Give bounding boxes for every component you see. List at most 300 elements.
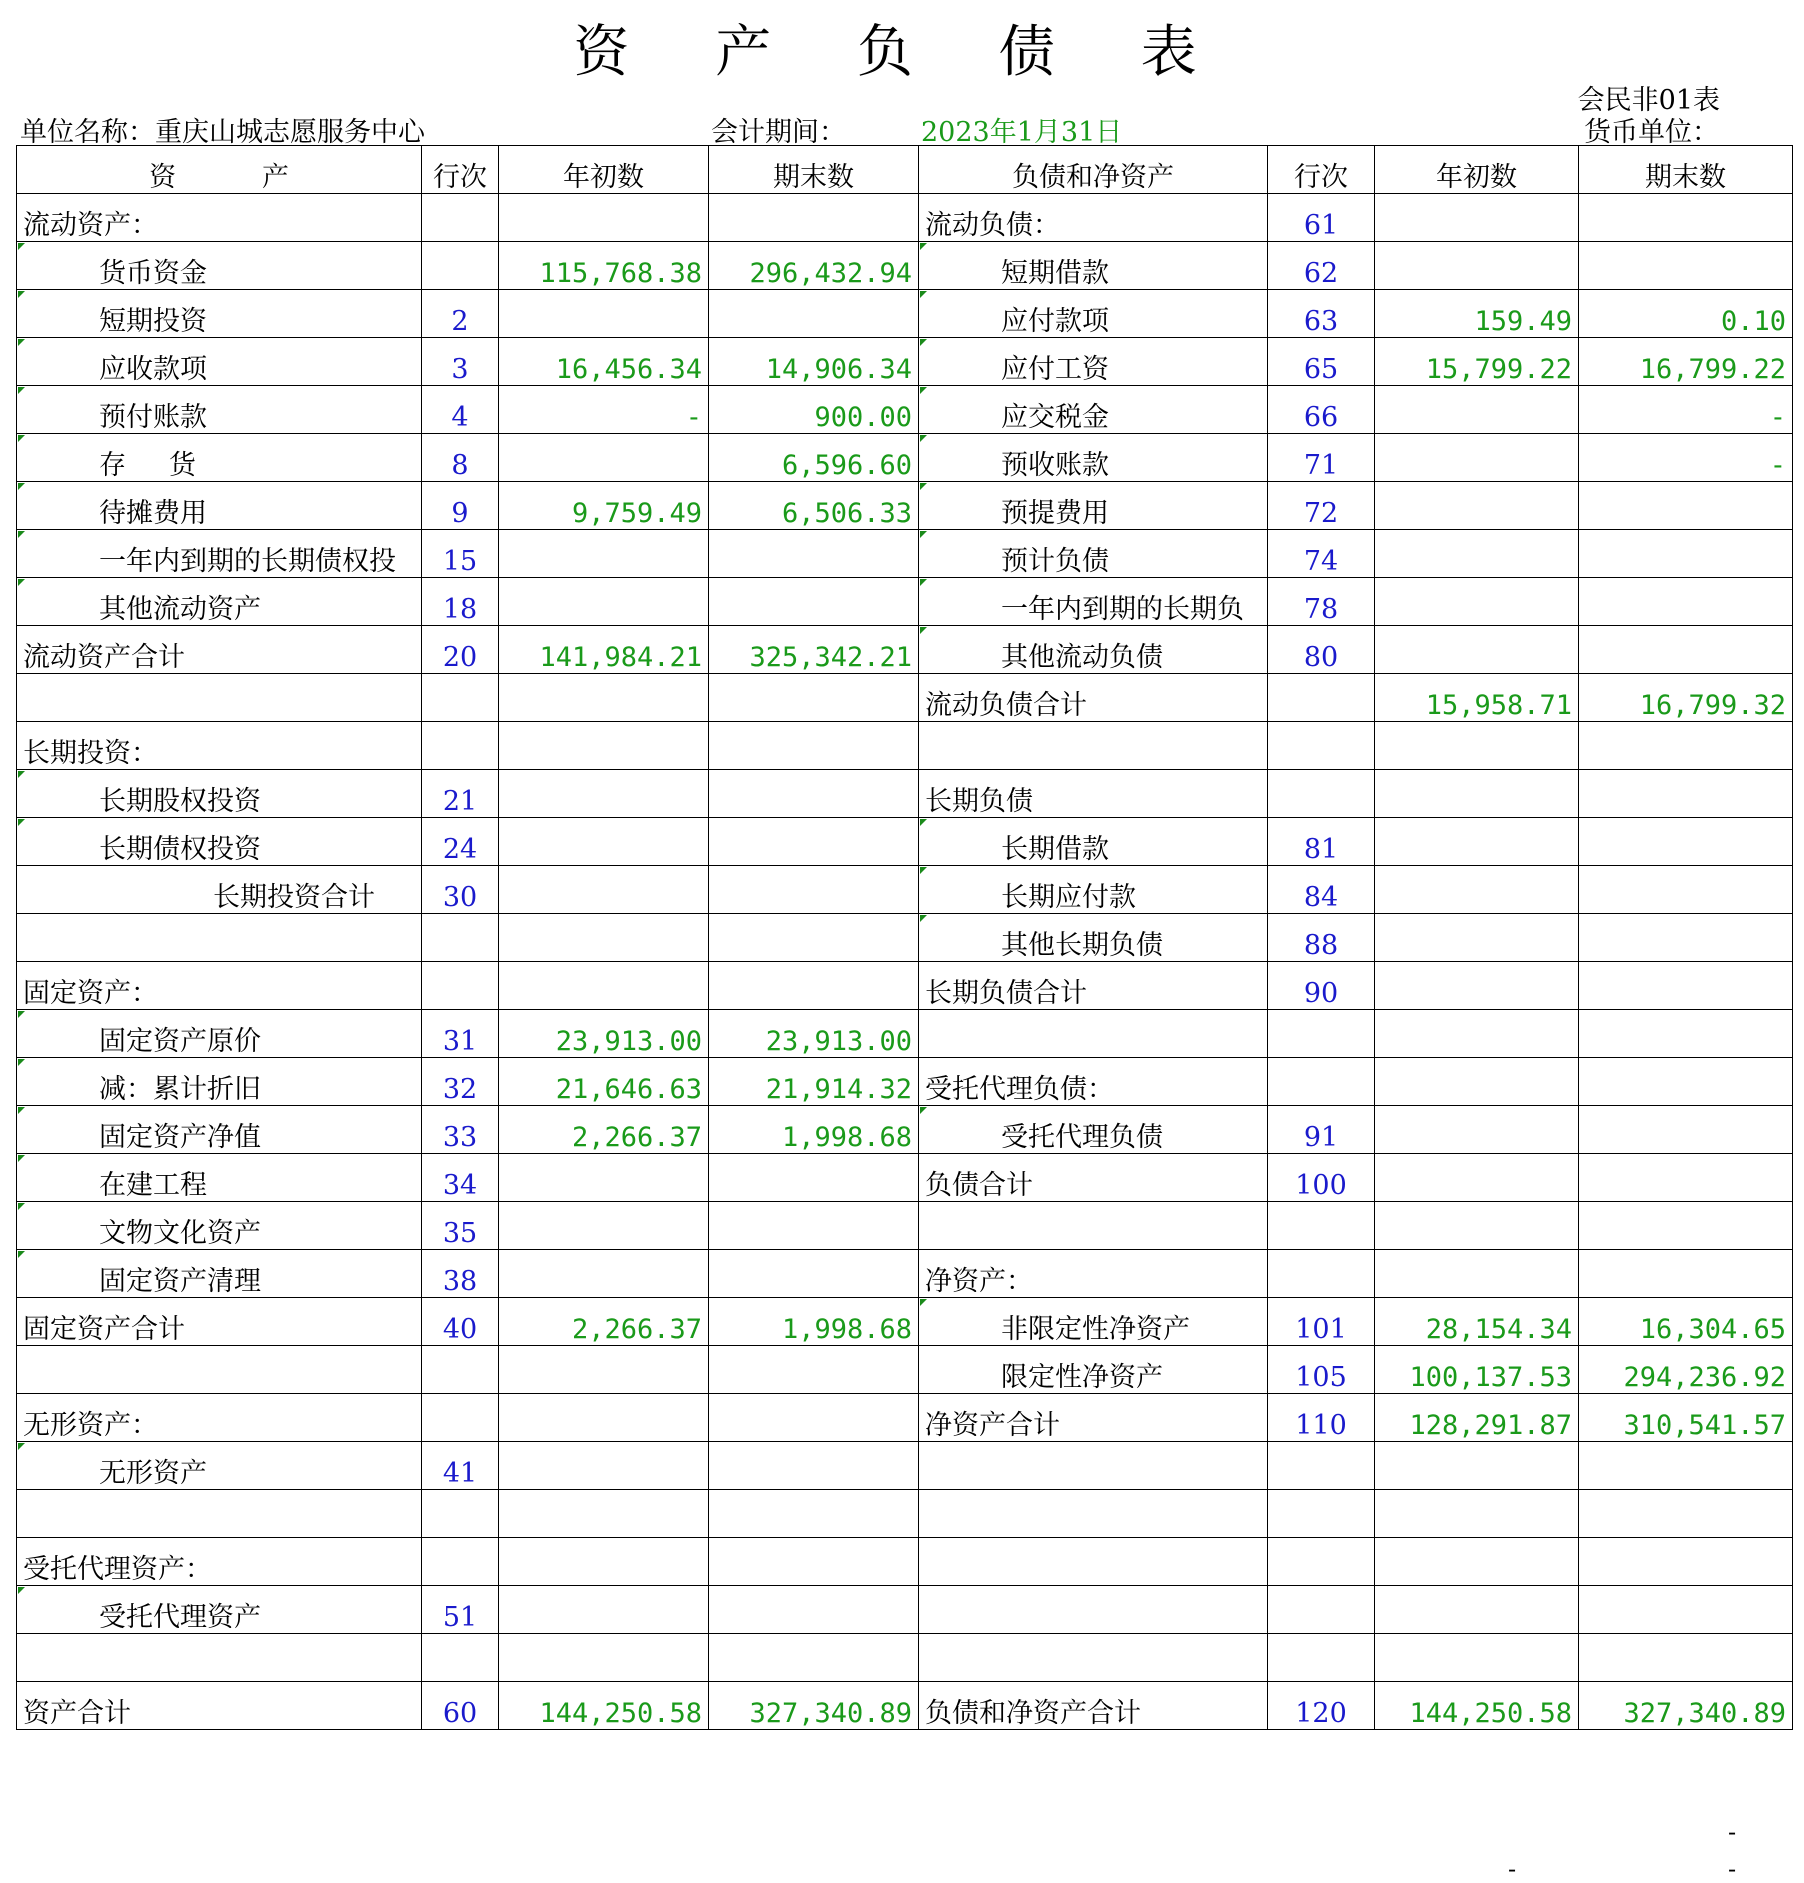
asset-row-no bbox=[422, 242, 499, 290]
asset-item bbox=[17, 1250, 422, 1298]
liability-row-no-text: 63 bbox=[1303, 305, 1339, 337]
header-begin: 年初数 bbox=[499, 146, 709, 194]
asset-row-no bbox=[422, 338, 499, 386]
table-row bbox=[17, 1250, 1793, 1298]
asset-begin-value-text: 9,759.49 bbox=[571, 497, 702, 529]
asset-item bbox=[17, 1634, 422, 1682]
liability-begin-value bbox=[1375, 1634, 1579, 1682]
liability-row-no bbox=[1268, 482, 1375, 530]
liability-item-text: 净资产合计 bbox=[925, 1409, 1060, 1441]
asset-end-value bbox=[709, 674, 919, 722]
table-row bbox=[17, 1394, 1793, 1442]
asset-item bbox=[17, 1298, 422, 1346]
asset-item bbox=[17, 1010, 422, 1058]
asset-row-no bbox=[422, 1154, 499, 1202]
liability-row-no bbox=[1268, 242, 1375, 290]
liability-row-no bbox=[1268, 1202, 1375, 1250]
liability-end-value bbox=[1579, 1538, 1793, 1586]
asset-end-value bbox=[709, 338, 919, 386]
asset-item bbox=[17, 1058, 422, 1106]
liability-begin-value bbox=[1375, 1010, 1579, 1058]
asset-begin-value bbox=[499, 818, 709, 866]
asset-begin-value bbox=[499, 482, 709, 530]
liability-row-no-text: 105 bbox=[1295, 1361, 1347, 1393]
table-row bbox=[17, 1058, 1793, 1106]
liability-row-no-text: 84 bbox=[1303, 881, 1339, 913]
liability-row-no bbox=[1268, 290, 1375, 338]
asset-row-no bbox=[422, 770, 499, 818]
liability-item bbox=[919, 770, 1268, 818]
table-row bbox=[17, 1106, 1793, 1154]
asset-begin-value-text: 115,768.38 bbox=[539, 257, 702, 289]
asset-end-value bbox=[709, 434, 919, 482]
table-row bbox=[17, 722, 1793, 770]
liability-row-no bbox=[1268, 626, 1375, 674]
header-begin-2: 年初数 bbox=[1375, 146, 1579, 194]
liability-end-value bbox=[1579, 578, 1793, 626]
liability-item bbox=[919, 530, 1268, 578]
liability-begin-value bbox=[1375, 290, 1579, 338]
asset-item bbox=[17, 1394, 422, 1442]
table-row bbox=[17, 1298, 1793, 1346]
cell-comment-marker bbox=[920, 627, 927, 634]
asset-row-no-text: 41 bbox=[442, 1457, 478, 1489]
table-row bbox=[17, 482, 1793, 530]
asset-row-no bbox=[422, 1586, 499, 1634]
asset-item bbox=[17, 530, 422, 578]
asset-item bbox=[17, 1442, 422, 1490]
liability-item bbox=[919, 866, 1268, 914]
asset-row-no-text: 33 bbox=[442, 1121, 478, 1153]
asset-item-text: 减：累计折旧 bbox=[99, 1073, 261, 1105]
cell-comment-marker bbox=[920, 867, 927, 874]
liability-end-value-text: 0.10 bbox=[1720, 305, 1786, 337]
asset-row-no-text: 2 bbox=[451, 305, 469, 337]
asset-end-value bbox=[709, 1154, 919, 1202]
asset-end-value-text: 6,596.60 bbox=[781, 449, 912, 481]
asset-end-value bbox=[709, 482, 919, 530]
asset-end-value bbox=[709, 914, 919, 962]
liability-begin-value bbox=[1375, 1442, 1579, 1490]
asset-end-value bbox=[709, 1442, 919, 1490]
page-title: 资 产 负 债 表 bbox=[573, 20, 1231, 85]
cell-comment-marker bbox=[920, 819, 927, 826]
asset-row-no bbox=[422, 962, 499, 1010]
asset-begin-value bbox=[499, 1298, 709, 1346]
cell-comment-marker bbox=[920, 1107, 927, 1114]
asset-item-text: 存 货 bbox=[99, 449, 196, 481]
header-row-no-2: 行次 bbox=[1268, 146, 1375, 194]
liability-begin-value bbox=[1375, 434, 1579, 482]
asset-end-value-text: 900.00 bbox=[814, 401, 912, 433]
asset-item bbox=[17, 1682, 422, 1730]
asset-begin-value bbox=[499, 1106, 709, 1154]
liability-item-text: 长期应付款 bbox=[1001, 881, 1136, 913]
liability-end-value bbox=[1579, 482, 1793, 530]
liability-row-no bbox=[1268, 1058, 1375, 1106]
asset-begin-value bbox=[499, 578, 709, 626]
asset-row-no-text: 35 bbox=[442, 1217, 478, 1249]
asset-item bbox=[17, 962, 422, 1010]
liability-item bbox=[919, 914, 1268, 962]
asset-end-value-text: 325,342.21 bbox=[749, 641, 912, 673]
asset-item bbox=[17, 1586, 422, 1634]
asset-end-value bbox=[709, 194, 919, 242]
asset-end-value bbox=[709, 1394, 919, 1442]
asset-row-no bbox=[422, 482, 499, 530]
liability-row-no-text: 72 bbox=[1303, 497, 1339, 529]
asset-item-text: 固定资产清理 bbox=[99, 1265, 261, 1297]
asset-item bbox=[17, 674, 422, 722]
liability-end-value bbox=[1579, 1586, 1793, 1634]
asset-begin-value bbox=[499, 626, 709, 674]
liability-end-value bbox=[1579, 338, 1793, 386]
asset-begin-value bbox=[499, 434, 709, 482]
asset-item-text: 资产合计 bbox=[23, 1697, 131, 1729]
asset-item bbox=[17, 818, 422, 866]
asset-row-no-text: 15 bbox=[442, 545, 478, 577]
asset-begin-value bbox=[499, 1394, 709, 1442]
asset-end-value bbox=[709, 1058, 919, 1106]
asset-item-text: 受托代理资产 bbox=[99, 1601, 261, 1633]
liability-item bbox=[919, 1490, 1268, 1538]
cell-comment-marker bbox=[920, 579, 927, 586]
liability-item bbox=[919, 1538, 1268, 1586]
liability-row-no bbox=[1268, 674, 1375, 722]
liability-row-no bbox=[1268, 1538, 1375, 1586]
asset-item bbox=[17, 914, 422, 962]
asset-begin-value bbox=[499, 1250, 709, 1298]
liability-item bbox=[919, 962, 1268, 1010]
liability-row-no bbox=[1268, 914, 1375, 962]
liability-row-no bbox=[1268, 1682, 1375, 1730]
liability-end-value-text: 327,340.89 bbox=[1623, 1697, 1786, 1729]
header-end-2: 期末数 bbox=[1579, 146, 1793, 194]
liability-end-value bbox=[1579, 434, 1793, 482]
liability-begin-value bbox=[1375, 1682, 1579, 1730]
liability-row-no bbox=[1268, 1250, 1375, 1298]
asset-row-no-text: 4 bbox=[451, 401, 469, 433]
asset-row-no-text: 21 bbox=[442, 785, 478, 817]
asset-item-text: 一年内到期的长期债权投 bbox=[99, 545, 396, 577]
liability-end-value bbox=[1579, 722, 1793, 770]
liability-begin-value bbox=[1375, 1154, 1579, 1202]
asset-end-value bbox=[709, 1202, 919, 1250]
asset-end-value-text: 21,914.32 bbox=[765, 1073, 912, 1105]
asset-row-no bbox=[422, 1298, 499, 1346]
liability-item bbox=[919, 1106, 1268, 1154]
asset-row-no bbox=[422, 1394, 499, 1442]
asset-end-value-text: 6,506.33 bbox=[781, 497, 912, 529]
liability-end-value bbox=[1579, 1490, 1793, 1538]
asset-begin-value bbox=[499, 1634, 709, 1682]
table-row bbox=[17, 194, 1793, 242]
liability-begin-value bbox=[1375, 1394, 1579, 1442]
asset-item-text: 长期债权投资 bbox=[99, 833, 261, 865]
liability-end-value bbox=[1579, 674, 1793, 722]
liability-item bbox=[919, 1586, 1268, 1634]
currency-unit-label: 货币单位： bbox=[1584, 117, 1719, 148]
asset-item bbox=[17, 626, 422, 674]
asset-begin-value bbox=[499, 242, 709, 290]
liability-begin-value bbox=[1375, 338, 1579, 386]
cell-comment-marker bbox=[920, 483, 927, 490]
liability-begin-value bbox=[1375, 818, 1579, 866]
asset-row-no-text: 38 bbox=[442, 1265, 478, 1297]
liability-row-no bbox=[1268, 1298, 1375, 1346]
header-row bbox=[17, 146, 1793, 194]
asset-end-value bbox=[709, 866, 919, 914]
cell-comment-marker bbox=[18, 771, 25, 778]
asset-item bbox=[17, 1490, 422, 1538]
liability-row-no bbox=[1268, 1634, 1375, 1682]
liability-item-text: 非限定性净资产 bbox=[1001, 1313, 1190, 1345]
asset-row-no-text: 24 bbox=[442, 833, 478, 865]
liability-row-no-text: 65 bbox=[1303, 353, 1339, 385]
liability-row-no bbox=[1268, 770, 1375, 818]
liability-item bbox=[919, 242, 1268, 290]
asset-item bbox=[17, 722, 422, 770]
liability-row-no bbox=[1268, 1010, 1375, 1058]
liability-item-text: 限定性净资产 bbox=[1001, 1361, 1163, 1393]
liability-item-text: 流动负债合计 bbox=[925, 689, 1087, 721]
balance-sheet-table bbox=[16, 145, 1793, 1730]
cell-comment-marker bbox=[920, 915, 927, 922]
liability-row-no-text: 90 bbox=[1303, 977, 1339, 1009]
liability-row-no bbox=[1268, 530, 1375, 578]
table-row bbox=[17, 1634, 1793, 1682]
asset-begin-value bbox=[499, 914, 709, 962]
asset-end-value bbox=[709, 626, 919, 674]
asset-row-no-text: 20 bbox=[442, 641, 478, 673]
liability-end-value bbox=[1579, 1682, 1793, 1730]
liability-begin-value bbox=[1375, 722, 1579, 770]
liability-item bbox=[919, 1154, 1268, 1202]
liability-item-text: 预提费用 bbox=[1001, 497, 1109, 529]
asset-begin-value bbox=[499, 866, 709, 914]
cell-comment-marker bbox=[18, 819, 25, 826]
liability-item-text: 长期负债 bbox=[925, 785, 1033, 817]
unit-name-label: 单位名称： bbox=[20, 117, 155, 148]
asset-row-no bbox=[422, 674, 499, 722]
asset-row-no bbox=[422, 1202, 499, 1250]
header-asset: 资 产 bbox=[17, 146, 422, 194]
asset-row-no-text: 8 bbox=[451, 449, 469, 481]
liability-begin-value-text: 159.49 bbox=[1474, 305, 1572, 337]
asset-item-text: 应收款项 bbox=[99, 353, 207, 385]
table-row bbox=[17, 1010, 1793, 1058]
liability-row-no-text: 61 bbox=[1303, 209, 1339, 241]
header-row-no: 行次 bbox=[422, 146, 499, 194]
cell-comment-marker bbox=[18, 435, 25, 442]
liability-end-value-text: - bbox=[1769, 449, 1786, 481]
liability-begin-value bbox=[1375, 1490, 1579, 1538]
liability-item-text: 预收账款 bbox=[1001, 449, 1109, 481]
liability-item-text: 预计负债 bbox=[1001, 545, 1109, 577]
asset-end-value bbox=[709, 386, 919, 434]
liability-end-value-text: 16,799.22 bbox=[1639, 353, 1786, 385]
asset-begin-value bbox=[499, 1490, 709, 1538]
cell-comment-marker bbox=[920, 1299, 927, 1306]
liability-end-value bbox=[1579, 1202, 1793, 1250]
table-row bbox=[17, 578, 1793, 626]
cell-comment-marker bbox=[920, 387, 927, 394]
asset-begin-value bbox=[499, 290, 709, 338]
liability-row-no-text: 78 bbox=[1303, 593, 1339, 625]
asset-row-no bbox=[422, 434, 499, 482]
asset-item-text: 固定资产净值 bbox=[99, 1121, 261, 1153]
asset-row-no bbox=[422, 530, 499, 578]
asset-row-no bbox=[422, 1634, 499, 1682]
asset-row-no bbox=[422, 1442, 499, 1490]
liability-item-text: 其他流动负债 bbox=[1001, 641, 1163, 673]
liability-row-no bbox=[1268, 962, 1375, 1010]
asset-item-text: 长期投资： bbox=[23, 737, 158, 769]
liability-end-value bbox=[1579, 866, 1793, 914]
asset-row-no bbox=[422, 1106, 499, 1154]
liability-item-text: 受托代理负债： bbox=[925, 1073, 1114, 1105]
liability-row-no-text: 71 bbox=[1303, 449, 1339, 481]
liability-row-no-text: 80 bbox=[1303, 641, 1339, 673]
cell-comment-marker bbox=[18, 1443, 25, 1450]
asset-item bbox=[17, 434, 422, 482]
liability-row-no-text: 110 bbox=[1295, 1409, 1347, 1441]
asset-row-no-text: 18 bbox=[442, 593, 478, 625]
liability-item-text: 应付工资 bbox=[1001, 353, 1109, 385]
liability-row-no-text: 81 bbox=[1303, 833, 1339, 865]
cell-comment-marker bbox=[18, 339, 25, 346]
liability-begin-value bbox=[1375, 1298, 1579, 1346]
header-liabilities: 负债和净资产 bbox=[919, 146, 1268, 194]
asset-row-no bbox=[422, 290, 499, 338]
asset-begin-value-text: - bbox=[685, 401, 702, 433]
liability-row-no bbox=[1268, 1154, 1375, 1202]
liability-begin-value bbox=[1375, 242, 1579, 290]
asset-row-no bbox=[422, 866, 499, 914]
liability-begin-value bbox=[1375, 1106, 1579, 1154]
asset-end-value bbox=[709, 530, 919, 578]
asset-row-no bbox=[422, 914, 499, 962]
asset-begin-value-text: 141,984.21 bbox=[539, 641, 702, 673]
liability-begin-value bbox=[1375, 962, 1579, 1010]
liability-begin-value bbox=[1375, 1202, 1579, 1250]
liability-item-text: 其他长期负债 bbox=[1001, 929, 1163, 961]
period-label: 会计期间： bbox=[711, 117, 846, 148]
table-row bbox=[17, 674, 1793, 722]
liability-item bbox=[919, 338, 1268, 386]
asset-item bbox=[17, 386, 422, 434]
liability-row-no-text: 62 bbox=[1303, 257, 1339, 289]
asset-end-value bbox=[709, 1346, 919, 1394]
liability-row-no bbox=[1268, 386, 1375, 434]
asset-row-no bbox=[422, 194, 499, 242]
liability-end-value-text: 16,304.65 bbox=[1639, 1313, 1786, 1345]
asset-item-text: 流动资产： bbox=[23, 209, 158, 241]
asset-end-value bbox=[709, 242, 919, 290]
liability-row-no bbox=[1268, 1106, 1375, 1154]
table-row bbox=[17, 626, 1793, 674]
asset-item bbox=[17, 194, 422, 242]
liability-item bbox=[919, 1010, 1268, 1058]
liability-item-text: 净资产： bbox=[925, 1265, 1033, 1297]
asset-end-value bbox=[709, 1106, 919, 1154]
liability-item-text: 应付款项 bbox=[1001, 305, 1109, 337]
liability-item bbox=[919, 1346, 1268, 1394]
asset-item-text: 固定资产合计 bbox=[23, 1313, 185, 1345]
asset-row-no-text: 30 bbox=[442, 881, 478, 913]
liability-item bbox=[919, 1298, 1268, 1346]
asset-end-value bbox=[709, 962, 919, 1010]
asset-row-no bbox=[422, 818, 499, 866]
liability-begin-value bbox=[1375, 1346, 1579, 1394]
asset-row-no bbox=[422, 1538, 499, 1586]
liability-item-text: 长期借款 bbox=[1001, 833, 1109, 865]
cell-comment-marker bbox=[18, 1203, 25, 1210]
liability-row-no bbox=[1268, 338, 1375, 386]
asset-item-text: 固定资产： bbox=[23, 977, 158, 1009]
asset-begin-value bbox=[499, 1538, 709, 1586]
liability-begin-value bbox=[1375, 626, 1579, 674]
cell-comment-marker bbox=[18, 579, 25, 586]
liability-row-no-text: 120 bbox=[1295, 1697, 1347, 1729]
liability-end-value bbox=[1579, 1394, 1793, 1442]
asset-begin-value bbox=[499, 386, 709, 434]
liability-begin-value-text: 128,291.87 bbox=[1409, 1409, 1572, 1441]
cell-comment-marker bbox=[920, 291, 927, 298]
asset-end-value-text: 327,340.89 bbox=[749, 1697, 912, 1729]
liability-row-no bbox=[1268, 722, 1375, 770]
asset-row-no-text: 60 bbox=[442, 1697, 478, 1729]
cell-comment-marker bbox=[18, 291, 25, 298]
asset-begin-value-text: 2,266.37 bbox=[571, 1121, 702, 1153]
liability-end-value bbox=[1579, 386, 1793, 434]
asset-end-value bbox=[709, 818, 919, 866]
asset-row-no bbox=[422, 1250, 499, 1298]
asset-end-value bbox=[709, 1010, 919, 1058]
liability-begin-value bbox=[1375, 1058, 1579, 1106]
liability-row-no-text: 88 bbox=[1303, 929, 1339, 961]
liability-begin-value-text: 15,958.71 bbox=[1425, 689, 1572, 721]
cell-comment-marker bbox=[18, 1107, 25, 1114]
liability-item bbox=[919, 194, 1268, 242]
asset-begin-value-text: 144,250.58 bbox=[539, 1697, 702, 1729]
liability-begin-value bbox=[1375, 770, 1579, 818]
asset-end-value-text: 1,998.68 bbox=[781, 1313, 912, 1345]
liability-end-value bbox=[1579, 1106, 1793, 1154]
asset-item-text: 短期投资 bbox=[99, 305, 207, 337]
liability-begin-value-text: 28,154.34 bbox=[1425, 1313, 1572, 1345]
asset-row-no-text: 9 bbox=[451, 497, 469, 529]
liability-end-value bbox=[1579, 1010, 1793, 1058]
asset-row-no bbox=[422, 1058, 499, 1106]
asset-end-value-text: 296,432.94 bbox=[749, 257, 912, 289]
liability-begin-value bbox=[1375, 674, 1579, 722]
asset-item-text: 长期投资合计 bbox=[213, 881, 375, 913]
liability-row-no bbox=[1268, 578, 1375, 626]
unit-name-value: 重庆山城志愿服务中心 bbox=[155, 117, 425, 148]
cell-comment-marker bbox=[18, 1059, 25, 1066]
asset-begin-value bbox=[499, 194, 709, 242]
asset-end-value bbox=[709, 1490, 919, 1538]
table-row bbox=[17, 770, 1793, 818]
asset-begin-value bbox=[499, 722, 709, 770]
liability-end-value bbox=[1579, 1058, 1793, 1106]
table-row bbox=[17, 962, 1793, 1010]
liability-begin-value bbox=[1375, 482, 1579, 530]
liability-item bbox=[919, 290, 1268, 338]
liability-end-value bbox=[1579, 962, 1793, 1010]
asset-begin-value bbox=[499, 770, 709, 818]
